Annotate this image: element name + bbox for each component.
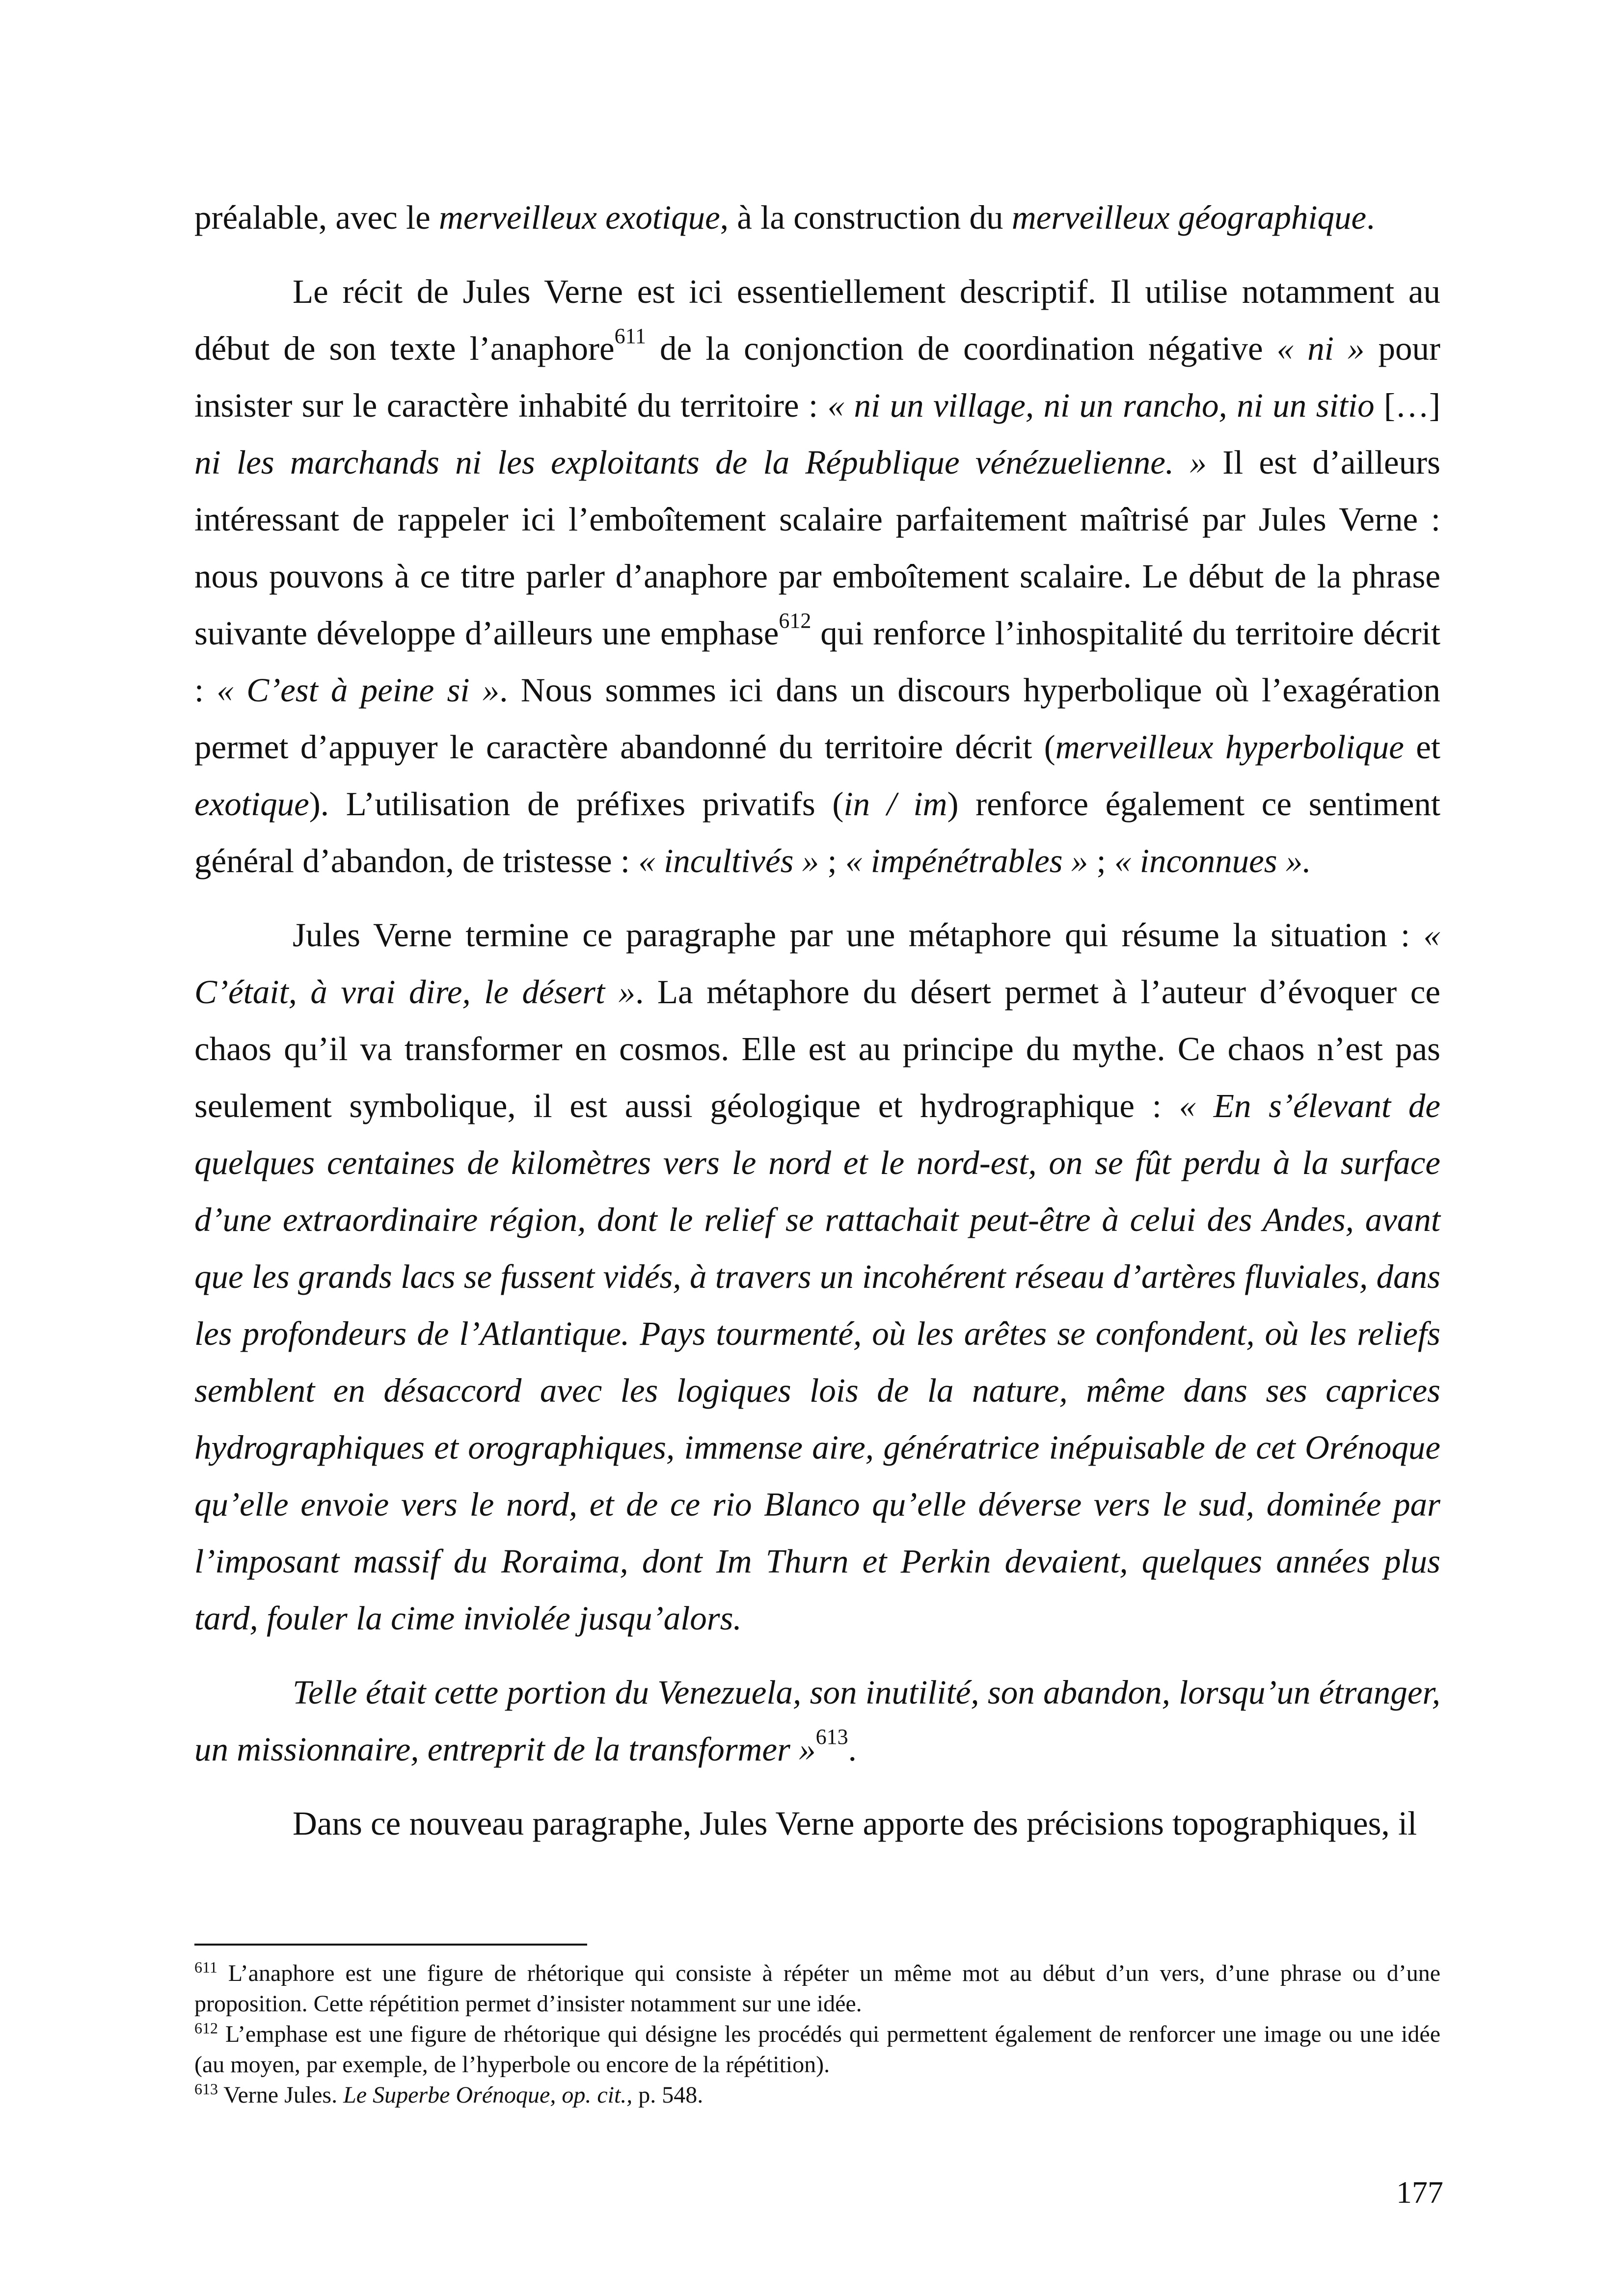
footnote-number: 612 [194,2019,218,2037]
italic-run: merveilleux exotique [439,199,720,236]
footnote-612 [194,2019,1440,2080]
text-run: pour insister sur le caractère inhabité du territoire : [194,330,1441,424]
text-run: . La métaphore du désert permet à l’auteur d’évoquer ce chaos qu’il va transformer en cosmos. Elle est au principe du mythe. Ce chaos n’est pas seulement symbolique, il est aussi géologique et hydrographique : [194,973,1440,1124]
text-run: ) renforce également ce sentiment général d’abandon, de tristesse : [194,785,1441,880]
footnote-ref-612[interactable]: 612 [779,609,812,633]
text-run: ; [1088,842,1115,880]
footnote-number: 613 [194,2080,218,2098]
text-run: de la conjonction de coordination négative [646,330,1277,367]
text-run: , à la construction du [720,199,1012,236]
italic-quote: « impénétrables » [845,842,1088,880]
italic-run: in / im [843,785,947,823]
footnote-ref-611[interactable]: 611 [614,324,646,348]
footnote-text: L’emphase est une figure de rhétorique qui désigne les procédés qui permettent également de renforcer une image ou une idée (au moyen, par exemple, de l’hyperbole ou encore de la répétition). [194,2021,1440,2078]
text-run: […] [1384,387,1440,424]
text-run: . [1366,199,1375,236]
footnote-number: 611 [194,1958,217,1976]
text-run: Il est d’ailleurs intéressant de rappeler ici l’emboîtement scalaire parfaitement maîtrisé par Jules Verne : nous pouvons à ce titre parler d’anaphore par emboîtement scalaire. Le début de la phrase suivante développe d’ailleurs une emphase [194,444,1440,652]
italic-quote: « inconnues ». [1114,842,1311,880]
text-run: . [848,1731,857,1768]
footnote-text: p. 548. [632,2082,703,2108]
italic-run: merveilleux hyperbolique [1055,728,1404,766]
text-run: . Nous sommes ici dans un discours hyperbolique où l’exagération permet d’appuyer le caractère abandonné du territoire décrit ( [194,671,1441,766]
paragraph-1 [194,189,1440,246]
italic-run: merveilleux géographique [1011,199,1367,236]
footnote-ref-613[interactable]: 613 [815,1725,848,1749]
footnote-text: Verne Jules. [218,2082,344,2108]
italic-quote: « C’était, à vrai dire, le désert » [194,916,1440,1011]
text-run: ). L’utilisation de préfixes privatifs ( [309,785,844,823]
text-run: et [1404,728,1441,766]
footnote-italic: Le Superbe Orénoque, op. cit., [343,2082,633,2108]
italic-quote: « C’est à peine si » [216,671,500,709]
text-run: Dans ce nouveau paragraphe, Jules Verne apporte des précisions topographiques, il [293,1805,1417,1842]
italic-quote: « incultivés » [638,842,819,880]
text-run: Le récit de Jules Verne est ici essentiellement descriptif. Il utilise notamment au début de son texte l’anaphore [194,273,1440,367]
footnotes [194,1958,1440,2110]
paragraph-5 [194,1795,1440,1852]
page-body [194,189,1440,1869]
text-run: qui renforce l’inhospitalité du territoire décrit : [194,614,1440,709]
footnote-613 [194,2080,1440,2110]
paragraph-3 [194,907,1440,1647]
italic-quote: « En s’élevant de quelques centaines de kilomètres vers le nord et le nord-est, on se fût perdu à la surface d’une extraordinaire région, dont le relief se rattachait peut-être à celui des Andes, avant que les grands lacs se fussent vidés, à travers un incohérent réseau d’artères fluviales, dans les profondeurs de l’Atlantique. Pays tourmenté, où les arêtes se confondent, où les reliefs semblent en désaccord avec les logiques lois de la nature, même dans ses caprices hydrographiques et orographiques, immense aire, génératrice inépuisable de cet Orénoque qu’elle envoie vers le nord, et de ce rio Blanco qu’elle déverse vers le sud, dominée par l’imposant massif du Roraima, dont Im Thurn et Perkin devaient, quelques années plus tard, fouler la cime inviolée jusqu’alors. [194,1087,1440,1637]
footnote-separator [194,1944,587,1946]
text-run: Jules Verne termine ce paragraphe par une métaphore qui résume la situation : [293,916,1424,954]
footnote-text: L’anaphore est une figure de rhétorique qui consiste à répéter un même mot au début d’un vers, d’une phrase ou d’une proposition. Cette répétition permet d’insister notamment sur une idée. [194,1960,1440,2017]
italic-run: exotique [194,785,309,823]
italic-quote: ni les marchands ni les exploitants de la République vénézuelienne. » [194,444,1207,481]
text-run: préalable, avec le [194,199,439,236]
italic-run: « ni » [1276,330,1365,367]
italic-quote: Telle était cette portion du Venezuela, son inutilité, son abandon, lorsqu’un étranger, un missionnaire, entreprit de la transformer » [194,1674,1440,1768]
page-number: 177 [1396,2175,1443,2210]
paragraph-2 [194,263,1440,889]
text-run: ; [819,842,845,880]
italic-quote: « ni un village, ni un rancho, ni un sitio [827,387,1384,424]
paragraph-4 [194,1664,1440,1778]
footnote-611 [194,1958,1440,2019]
